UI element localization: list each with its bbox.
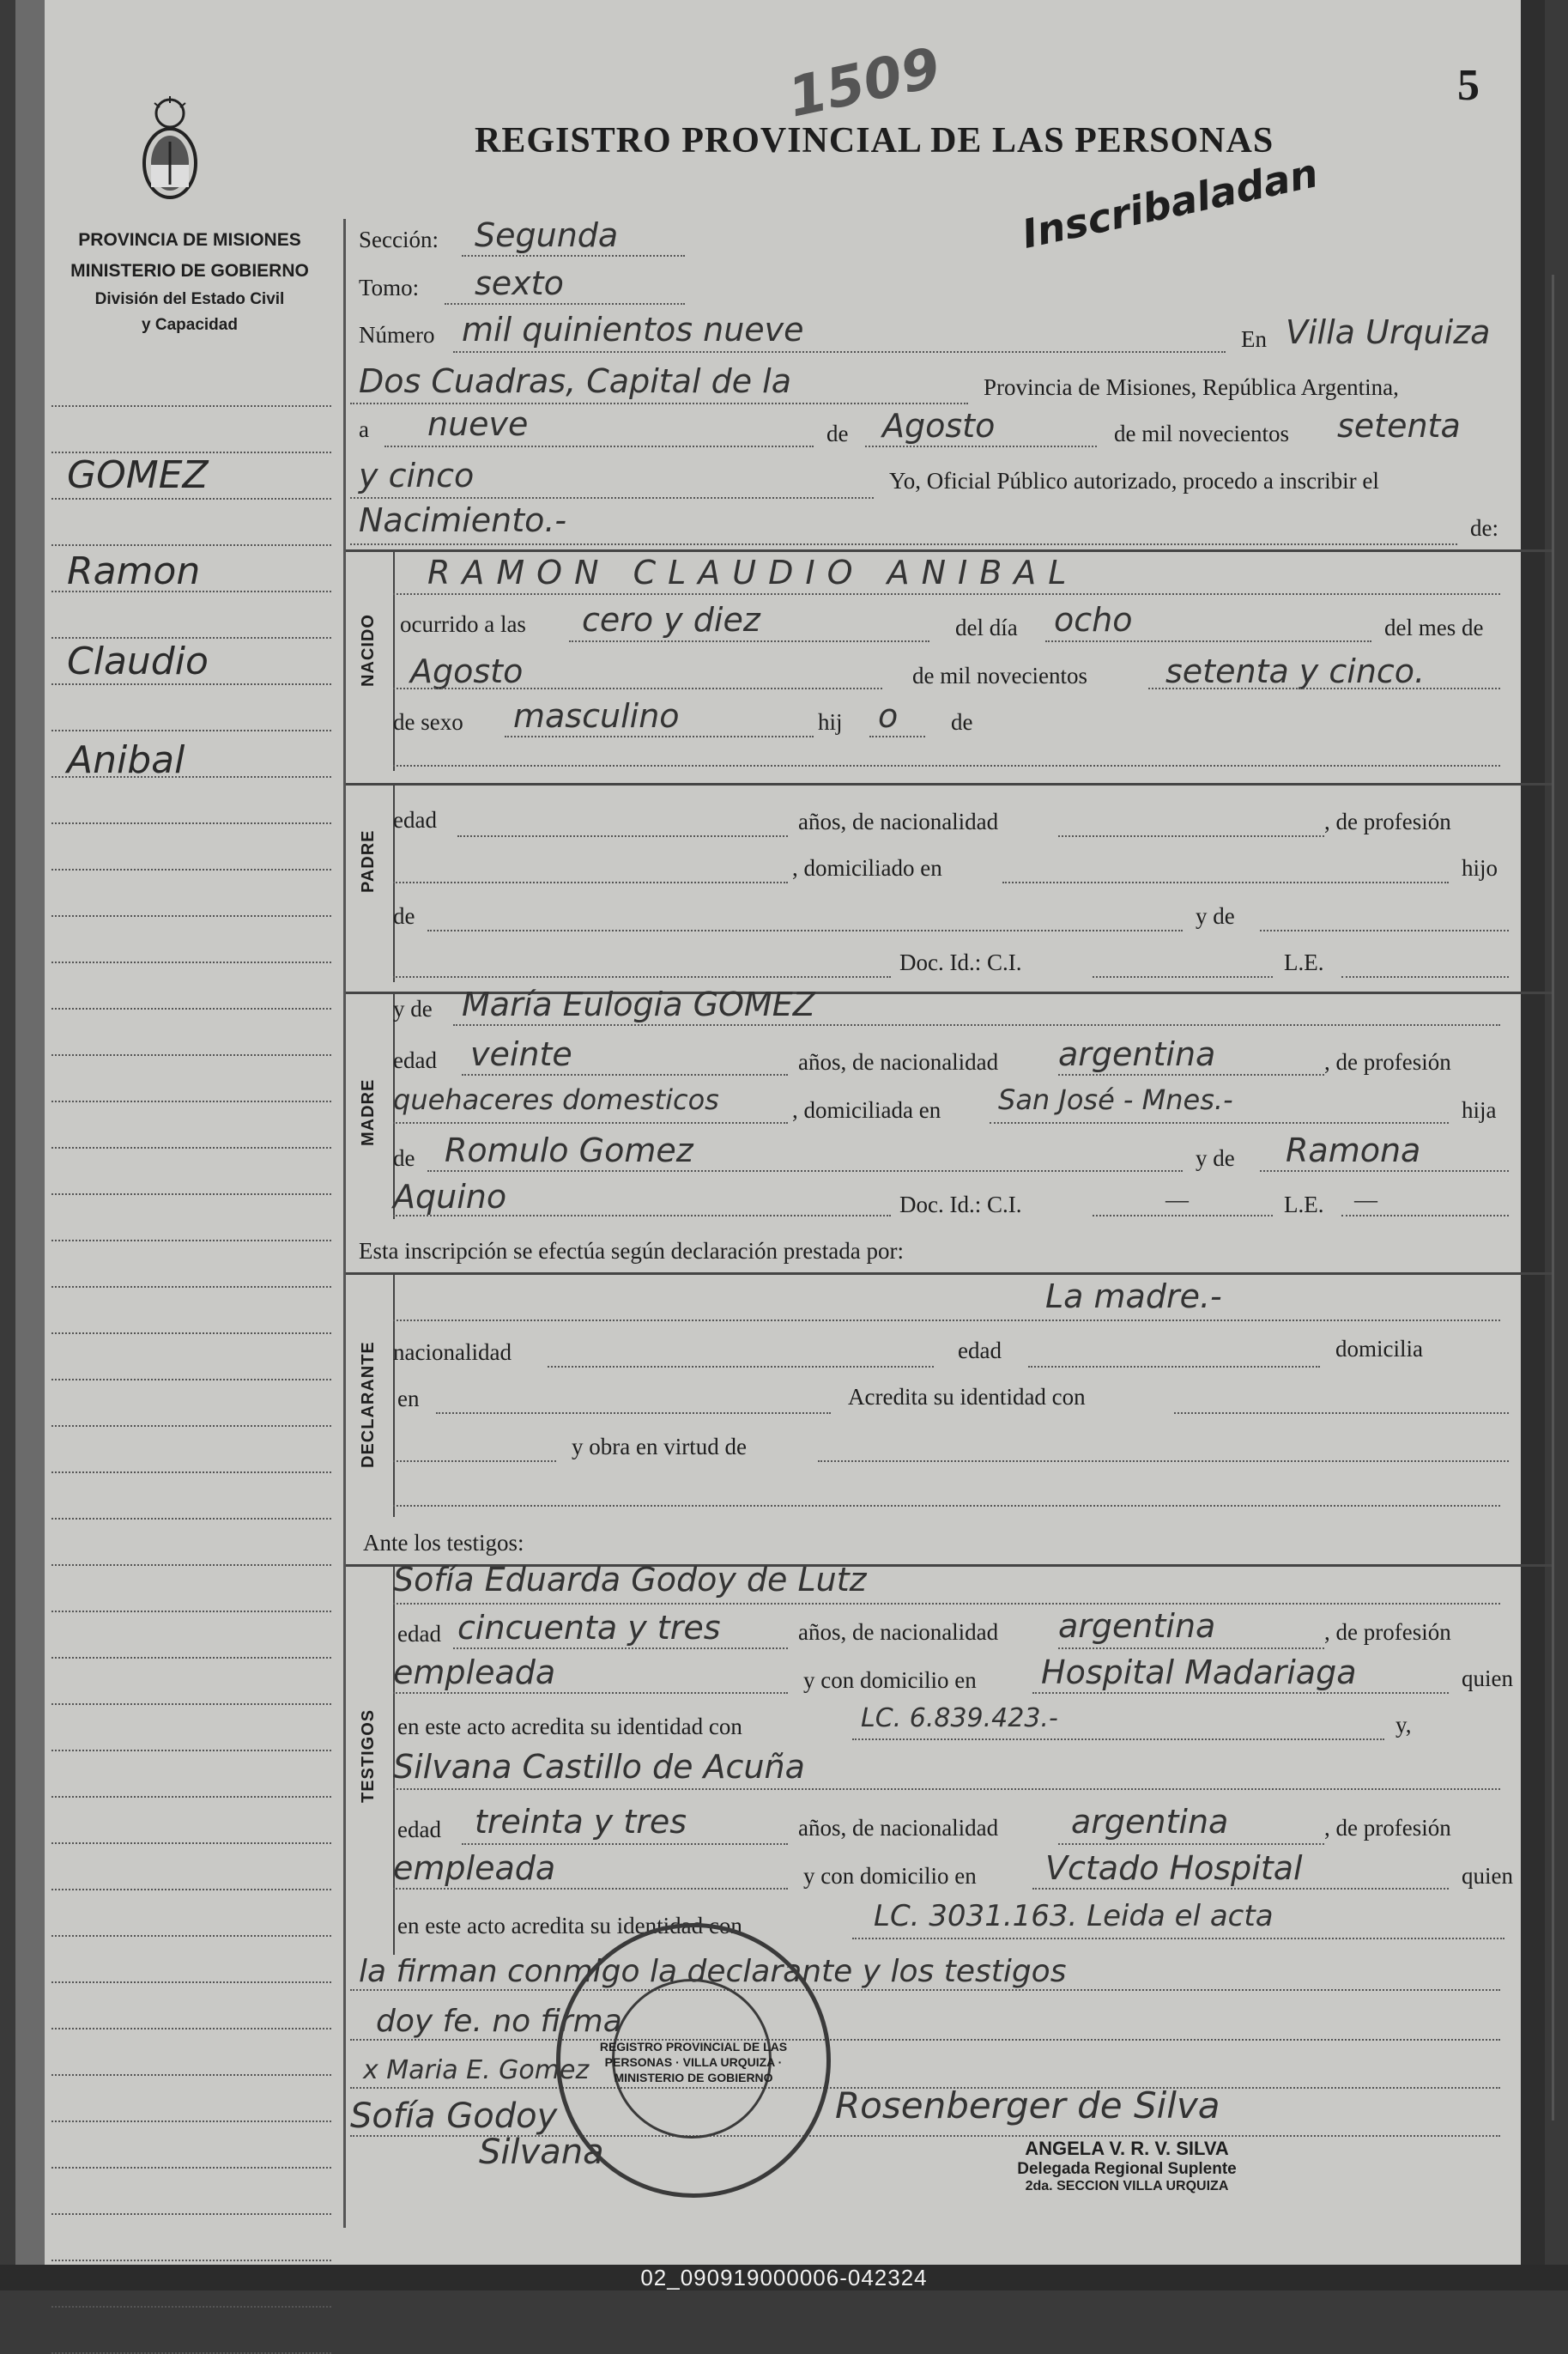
document-page (15, 0, 1536, 2265)
issuer-line-2: MINISTERIO DE GOBIERNO (70, 261, 309, 281)
numero-value: mil quinientos nueve (462, 311, 804, 349)
page-edge (1521, 0, 1545, 2265)
signature-2: Rosenberger de Silva (835, 2084, 1220, 2126)
ocurrido-label: ocurrido a las (400, 611, 526, 637)
madre-de-label: de (393, 1145, 415, 1171)
testigo1-nac-label: años, de nacionalidad (798, 1619, 999, 1645)
issuer-header (48, 225, 331, 338)
nacido-mes-value: Agosto (410, 652, 524, 690)
madre-label: MADRE (359, 1078, 378, 1146)
padre-prof-label: , de profesión (1324, 809, 1451, 834)
madre-hija-label: hija (1462, 1097, 1497, 1123)
padre-hijo-label: hijo (1462, 855, 1498, 881)
official-section: 2da. SECCION VILLA URQUIZA (1025, 2179, 1229, 2193)
margin-name-3: Anibal (67, 738, 185, 782)
madre-yde2-label: y de (1196, 1145, 1235, 1171)
testigo1-prof: empleada (393, 1653, 556, 1691)
madre-prof-label: , de profesión (1324, 1049, 1451, 1075)
margin-name-2: Claudio (67, 640, 209, 683)
dia-label: del día (955, 615, 1018, 640)
testigo2-nac: argentina (1071, 1803, 1229, 1841)
testigo1-dom-label: y con domicilio en (803, 1667, 977, 1693)
padre-yde-label: y de (1196, 903, 1235, 929)
top-annotation: 1509 (783, 36, 946, 130)
testigo2-prof: empleada (393, 1849, 556, 1887)
madre-madre-value: Ramona (1286, 1131, 1421, 1169)
padre-de-label: de (393, 903, 415, 929)
madre-dom-value: San José - Mnes.- (998, 1083, 1233, 1116)
seal-text: REGISTRO PROVINCIAL DE LAS PERSONAS · VILLA URQUIZA · MINISTERIO DE GOBIERNO (599, 2040, 788, 2084)
dia-value: ocho (1054, 601, 1133, 639)
testigo2-acredita-label: en este acto acredita su identidad con (397, 1913, 742, 1938)
cierre-linea-2: doy fe. no firma (376, 2004, 622, 2039)
testigo1-edad-label: edad (397, 1621, 441, 1647)
madre-nac-label: años, de nacionalidad (798, 1049, 999, 1075)
anio-text: de mil novecientos (1114, 421, 1289, 446)
testigo2-prof-label: , de profesión (1324, 1815, 1451, 1841)
provincia-text: Provincia de Misiones, República Argentina, (984, 374, 1399, 400)
tomo-value: sexto (475, 264, 564, 302)
testigos-ante-label: Ante los testigos: (363, 1530, 524, 1556)
nacido-anio-label: de mil novecientos (912, 663, 1087, 689)
madre-doc-value: — (1165, 1186, 1189, 1212)
testigo2-quien-label: quien (1462, 1863, 1513, 1889)
nacido-label: NACIDO (359, 614, 378, 687)
testigo1-dom: Hospital Madariaga (1041, 1653, 1357, 1691)
hora-value: cero y diez (582, 601, 760, 639)
padre-dom-label: , domiciliado en (792, 855, 942, 881)
en-value: Villa Urquiza (1286, 313, 1491, 351)
anio-value: setenta (1337, 407, 1461, 445)
page-number: 5 (1457, 61, 1480, 110)
testigo1-prof-label: , de profesión (1324, 1619, 1451, 1645)
a-value: nueve (427, 405, 529, 443)
testigo1-quien-label: quien (1462, 1665, 1513, 1691)
image-id-footer: 02_090919000006-042324 (0, 2265, 1568, 2290)
declarante-value: La madre.- (1045, 1277, 1222, 1315)
issuer-line-4: y Capacidad (142, 316, 238, 334)
acto-value: Nacimiento.- (359, 501, 567, 539)
testigo2-nombre: Silvana Castillo de Acuña (393, 1748, 805, 1786)
testigo1-y-label: y, (1395, 1712, 1412, 1738)
official-block (960, 2138, 1294, 2194)
signature-1: Sofía Godoy (350, 2096, 558, 2136)
tomo-label: Tomo: (359, 275, 420, 300)
de2-label: de: (1470, 515, 1498, 541)
right-divider (1552, 275, 1554, 2120)
testigo2-doc: LC. 3031.163. Leida el acta (874, 1899, 1274, 1933)
declaracion-text: Esta inscripción se efectúa según declaración prestada por: (359, 1238, 904, 1264)
a-label: a (359, 416, 369, 442)
madre-madre-value-2: Aquino (393, 1178, 507, 1216)
madre-edad-label: edad (393, 1047, 437, 1073)
nacido-anio-value: setenta y cinco. (1165, 652, 1426, 690)
declarante-en-label: en (397, 1386, 420, 1411)
padre-le-label: L.E. (1284, 949, 1324, 975)
madre-le-value: — (1354, 1186, 1377, 1212)
declarante-edad-label: edad (958, 1338, 1002, 1363)
madre-dom-label: , domiciliada en (792, 1097, 941, 1123)
madre-nac-value: argentina (1058, 1035, 1216, 1073)
de-label: de (826, 421, 849, 446)
padre-doc-label: Doc. Id.: C.I. (899, 949, 1022, 975)
declarante-obra-label: y obra en virtud de (572, 1434, 747, 1459)
issuer-line-1: PROVINCIA DE MISIONES (78, 230, 301, 250)
testigo1-nac: argentina (1058, 1607, 1216, 1645)
testigos-label: TESTIGOS (359, 1708, 378, 1803)
declarante-label: DECLARANTE (359, 1341, 378, 1468)
side-annotation: Inscribaladan (1018, 149, 1323, 258)
testigo1-acredita-label: en este acto acredita su identidad con (397, 1714, 742, 1739)
madre-yde-label: y de (393, 996, 433, 1022)
madre-prof-value: quehaceres domesticos (393, 1083, 719, 1116)
padre-nac-label: años, de nacionalidad (798, 809, 999, 834)
margin-name-1: Ramon (67, 549, 201, 593)
mes-label: del mes de (1384, 615, 1484, 640)
testigo2-nac-label: años, de nacionalidad (798, 1815, 999, 1841)
seccion-value: Segunda (475, 216, 619, 254)
testigo2-dom: Vctado Hospital (1045, 1849, 1303, 1887)
mes-value: Agosto (882, 407, 996, 445)
anio-value-2: y cinco (359, 457, 475, 494)
padre-edad-label: edad (393, 807, 437, 833)
lugar-value: Dos Cuadras, Capital de la (359, 362, 792, 400)
seccion-label: Sección: (359, 227, 439, 252)
sexo-label: de sexo (393, 709, 463, 735)
oficial-text: Yo, Oficial Público autorizado, procedo a inscribir el (889, 468, 1379, 494)
en-label: En (1241, 326, 1267, 352)
signature-3: Silvana (479, 2133, 604, 2172)
hij-label: hij (818, 709, 843, 735)
madre-le-label: L.E. (1284, 1192, 1324, 1217)
testigo1-doc: LC. 6.839.423.- (861, 1703, 1058, 1733)
margin-surname: GOMEZ (67, 453, 209, 497)
nacido-de-label: de (951, 709, 973, 735)
testigo2-edad-label: edad (397, 1817, 441, 1842)
declarante-dom-label: domicilia (1335, 1336, 1423, 1362)
numero-label: Número (359, 322, 435, 348)
testigo1-nombre: Sofía Eduarda Godoy de Lutz (393, 1561, 867, 1599)
official-name: ANGELA V. R. V. SILVA (1025, 2138, 1229, 2159)
declarante-nac-label: nacionalidad (393, 1339, 512, 1365)
madre-edad-value: veinte (470, 1035, 572, 1073)
coat-of-arms-icon (136, 94, 204, 206)
testigo1-edad: cincuenta y tres (457, 1609, 721, 1647)
nacido-nombre: RAMON CLAUDIO ANIBAL (427, 554, 1079, 592)
official-seal (556, 1923, 831, 2198)
issuer-line-3: División del Estado Civil (94, 290, 285, 308)
hij-value: o (878, 697, 899, 735)
testigo2-edad: treinta y tres (475, 1803, 687, 1841)
page-title: REGISTRO PROVINCIAL DE LAS PERSONAS (475, 121, 1274, 161)
testigo2-dom-label: y con domicilio en (803, 1863, 977, 1889)
madre-nombre: María Eulogia GOMEZ (462, 986, 815, 1023)
cierre-linea-1: la firman conmigo la declarante y los testigos (359, 1954, 1067, 1989)
padre-label: PADRE (359, 829, 378, 893)
madre-padre-value: Romulo Gomez (445, 1131, 693, 1169)
official-role: Delegada Regional Suplente (1017, 2160, 1237, 2178)
binder-strip (15, 0, 45, 2265)
cierre-linea-3: x Maria E. Gomez (363, 2055, 590, 2085)
sexo-value: masculino (513, 697, 680, 735)
madre-doc-label: Doc. Id.: C.I. (899, 1192, 1022, 1217)
declarante-acredita-label: Acredita su identidad con (848, 1384, 1086, 1410)
